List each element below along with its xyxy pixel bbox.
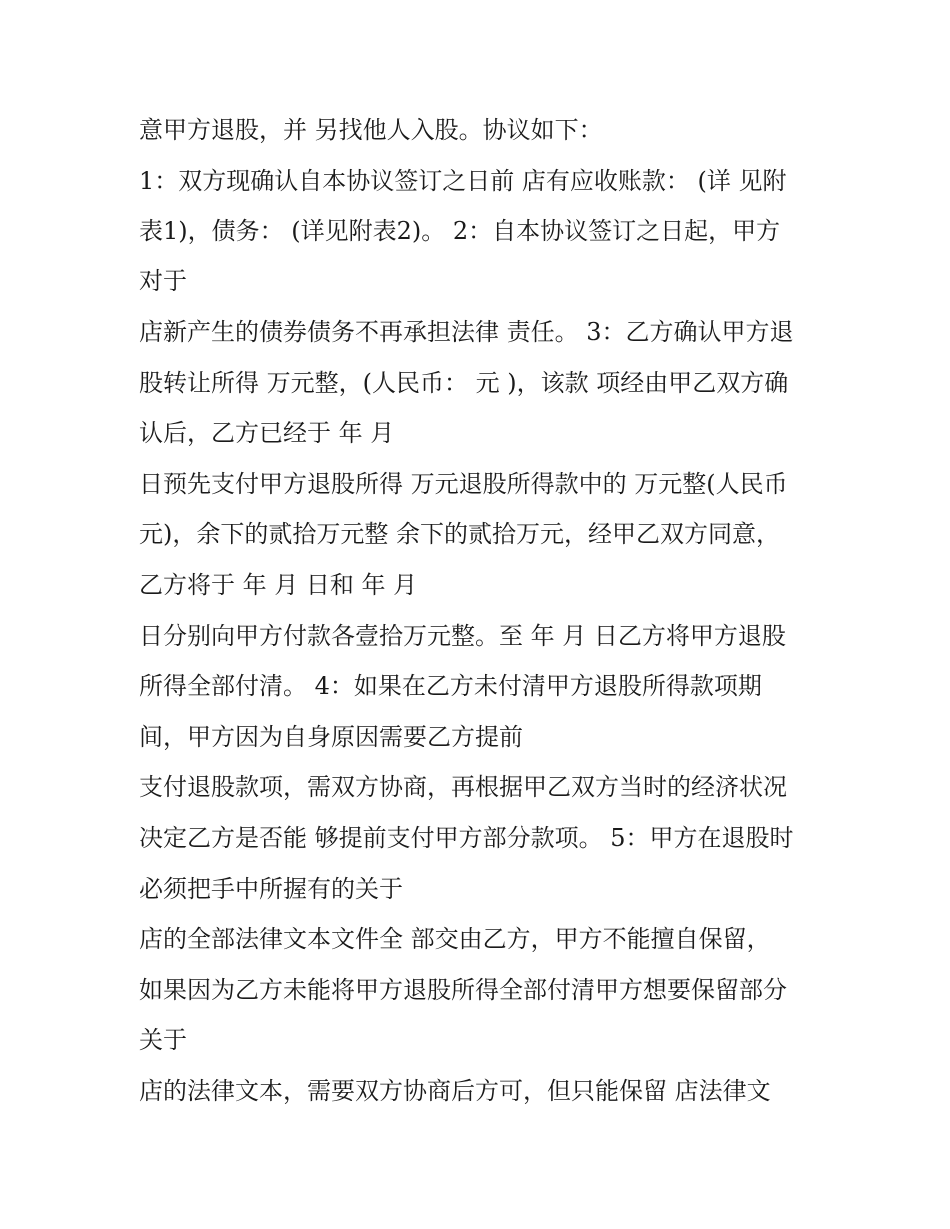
text-line: 关于 — [139, 1026, 187, 1054]
text-line: 表1)，债务： (详见附表2)。 2：自本协议签订之日起，甲方 — [139, 217, 781, 245]
text-line: 意甲方退股，并 另找他人入股。协议如下： — [139, 116, 603, 144]
text-line: 日预先支付甲方退股所得 万元退股所得款中的 万元整(人民币 — [139, 470, 788, 498]
text-line: 必须把手中所握有的关于 — [139, 875, 403, 903]
text-line: 支付退股款项，需双方协商，再根据甲乙双方当时的经济状况 — [139, 773, 787, 801]
text-line: 所得全部付清。 4：如果在乙方未付清甲方退股所得款项期 — [139, 672, 762, 700]
text-line: 股转让所得 万元整，(人民币： 元 )，该款 项经由甲乙双方确 — [139, 369, 789, 397]
text-line: 店的法律文本，需要双方协商后方可，但只能保留 店法律文 — [139, 1077, 771, 1105]
text-line: 日分别向甲方付款各壹拾万元整。至 年 月 日乙方将甲方退股 — [139, 622, 786, 650]
text-line: 店的全部法律文本文件全 部交由乙方，甲方不能擅自保留， — [139, 925, 771, 953]
text-line: 认后，乙方已经于 年 月 — [139, 419, 395, 447]
text-line: 乙方将于 年 月 日和 年 月 — [139, 571, 418, 599]
text-line: 对于 — [139, 267, 187, 295]
text-line: 决定乙方是否能 够提前支付甲方部分款项。 5：甲方在退股时 — [139, 824, 794, 852]
text-line: 如果因为乙方未能将甲方退股所得全部付清甲方想要保留部分 — [139, 976, 787, 1004]
text-line: 1：双方现确认自本协议签订之日前 店有应收账款： (详 见附 — [139, 167, 787, 195]
text-line: 元)，余下的贰拾万元整 余下的贰拾万元，经甲乙双方同意， — [139, 520, 780, 548]
text-line: 间，甲方因为自身原因需要乙方提前 — [139, 723, 523, 751]
text-line: 店新产生的债券债务不再承担法律 责任。 3：乙方确认甲方退 — [139, 318, 794, 346]
